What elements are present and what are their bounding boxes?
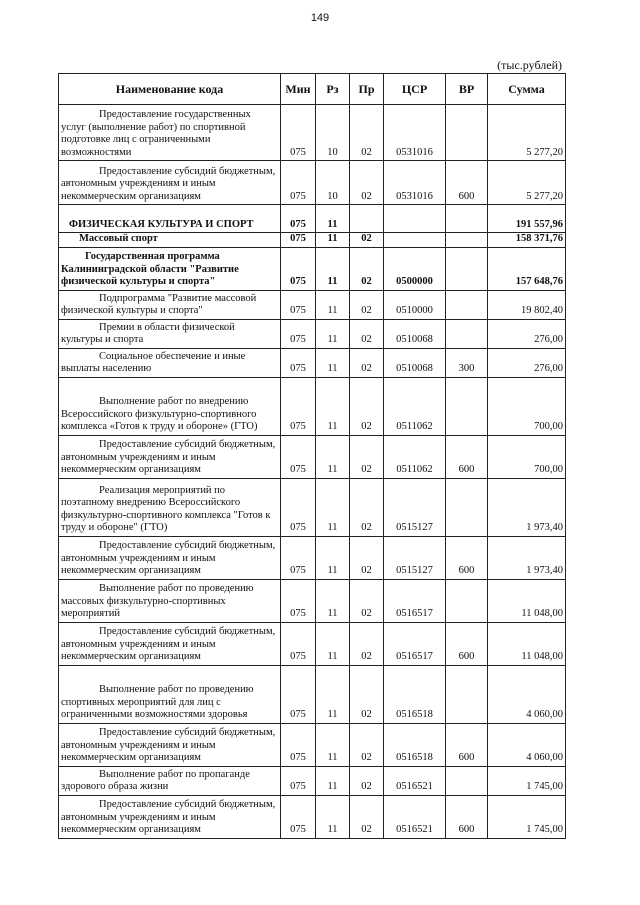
row-min: 075 [281,536,316,579]
row-rz: 11 [316,622,350,665]
row-csr: 0510000 [384,290,446,319]
row-sum: 1 745,00 [488,766,566,795]
row-name [59,348,281,377]
row-rz: 10 [316,161,350,205]
row-min: 075 [281,377,316,435]
row-min: 075 [281,622,316,665]
row-pr: 02 [350,536,384,579]
row-min: 075 [281,766,316,795]
table-header-row [59,74,566,105]
row-name [59,536,281,579]
row-min: 075 [281,290,316,319]
row-pr [350,205,384,233]
row-name-text: Премии в области физической культуры и спорта [61,321,235,345]
row-pr: 02 [350,247,384,290]
row-vr [446,247,488,290]
table-row [59,377,566,435]
row-name [59,622,281,665]
row-name [59,247,281,290]
row-pr: 02 [350,435,384,478]
row-name-text: Выполнение работ по проведению спортивных мероприятий для лиц с ограниченными возможностями здоровья [61,684,254,720]
row-csr: 0516521 [384,795,446,838]
table-row [59,105,566,161]
row-vr [446,579,488,622]
row-csr: 0516517 [384,622,446,665]
row-vr: 600 [446,622,488,665]
row-csr: 0531016 [384,161,446,205]
row-vr: 300 [446,348,488,377]
row-vr [446,377,488,435]
table-row [59,319,566,348]
row-name [59,233,281,248]
row-min: 075 [281,319,316,348]
row-min: 075 [281,723,316,766]
row-name [59,205,281,233]
row-name-text: Предоставление субсидий бюджетным, автономным учреждениям и иным некоммерческим организациям [61,727,276,763]
row-min: 075 [281,205,316,233]
row-rz: 11 [316,233,350,248]
row-sum: 4 060,00 [488,665,566,723]
table-row [59,435,566,478]
row-name [59,723,281,766]
row-name [59,795,281,838]
row-csr: 0531016 [384,105,446,161]
row-name [59,105,281,161]
row-pr: 02 [350,622,384,665]
row-pr: 02 [350,795,384,838]
row-name-text: Предоставление субсидий бюджетным, автономным учреждениям и иным некоммерческим организациям [61,165,276,202]
row-name-text: Выполнение работ по пропаганде здорового образа жизни [61,768,250,792]
table-row [59,247,566,290]
table-row [59,766,566,795]
row-sum: 19 802,40 [488,290,566,319]
row-name-text: Социальное обеспечение и иные выплаты населению [61,350,246,374]
row-name [59,319,281,348]
row-rz: 11 [316,348,350,377]
row-name [59,478,281,536]
row-name-text: Предоставление субсидий бюджетным, автономным учреждениям и иным некоммерческим организациям [61,799,276,835]
table-row [59,290,566,319]
row-csr: 0515127 [384,536,446,579]
row-name-text: Государственная программа Калининградской области "Развитие физической культуры и спорта" [61,251,239,287]
row-min: 075 [281,105,316,161]
header-pr: Пр [350,74,384,105]
row-sum: 1 745,00 [488,795,566,838]
row-min: 075 [281,435,316,478]
row-rz: 11 [316,766,350,795]
row-name-text: ФИЗИЧЕСКАЯ КУЛЬТУРА И СПОРТ [69,218,254,230]
row-name [59,290,281,319]
header-name: Наименование кода [59,74,281,105]
row-sum: 11 048,00 [488,622,566,665]
row-rz: 11 [316,795,350,838]
budget-table [58,73,566,839]
row-pr: 02 [350,105,384,161]
row-sum: 11 048,00 [488,579,566,622]
row-min: 075 [281,665,316,723]
row-vr: 600 [446,723,488,766]
row-pr: 02 [350,723,384,766]
row-name-text: Предоставление субсидий бюджетным, автономным учреждениям и иным некоммерческим организациям [61,626,276,662]
row-rz: 11 [316,536,350,579]
row-vr [446,478,488,536]
row-rz: 11 [316,665,350,723]
row-vr: 600 [446,435,488,478]
table-row [59,579,566,622]
row-min: 075 [281,478,316,536]
row-vr [446,233,488,248]
row-vr [446,290,488,319]
row-sum: 4 060,00 [488,723,566,766]
row-pr: 02 [350,319,384,348]
row-csr: 0515127 [384,478,446,536]
row-vr [446,105,488,161]
header-sum: Сумма [488,74,566,105]
row-csr: 0511062 [384,377,446,435]
row-sum: 5 277,20 [488,105,566,161]
row-pr: 02 [350,233,384,248]
table-row [59,795,566,838]
table-row [59,233,566,248]
row-name [59,665,281,723]
header-min: Мин [281,74,316,105]
table-row [59,665,566,723]
row-pr: 02 [350,579,384,622]
row-rz: 11 [316,319,350,348]
row-pr: 02 [350,161,384,205]
row-name-text: Подпрограмма "Развитие массовой физической культуры и спорта" [61,292,257,316]
row-rz: 11 [316,435,350,478]
row-pr: 02 [350,665,384,723]
row-sum: 1 973,40 [488,536,566,579]
row-sum: 158 371,76 [488,233,566,248]
page-number: 149 [310,12,330,24]
row-csr: 0510068 [384,319,446,348]
row-min: 075 [281,795,316,838]
row-sum: 276,00 [488,319,566,348]
row-csr [384,233,446,248]
table-row [59,161,566,205]
row-min: 075 [281,348,316,377]
row-vr [446,319,488,348]
row-csr: 0516521 [384,766,446,795]
row-sum: 700,00 [488,377,566,435]
table-body [59,105,566,839]
row-name-text: Предоставление субсидий бюджетным, автономным учреждениям и иным некоммерческим организациям [61,540,276,576]
table-row [59,723,566,766]
table-row [59,622,566,665]
row-name [59,435,281,478]
units-label: (тыс.рублей) [497,58,562,72]
row-pr: 02 [350,766,384,795]
row-name-text: Реализация мероприятий по поэтапному внедрению Всероссийского физкультурно-спортивного комплекса "Готов к труду и обороне" (ГТО) [61,484,271,533]
row-csr: 0516517 [384,579,446,622]
row-sum: 700,00 [488,435,566,478]
row-min: 075 [281,233,316,248]
row-csr: 0500000 [384,247,446,290]
row-name [59,766,281,795]
table-row [59,205,566,233]
row-name [59,579,281,622]
row-csr: 0511062 [384,435,446,478]
row-rz: 11 [316,579,350,622]
row-name-text: Массовый спорт [79,233,158,244]
row-vr [446,205,488,233]
row-name-text: Предоставление государственных услуг (выполнение работ) по спортивной подготовке лиц с ограниченными возможностями [61,109,251,158]
table-row [59,536,566,579]
row-csr: 0516518 [384,723,446,766]
row-pr: 02 [350,478,384,536]
row-csr: 0510068 [384,348,446,377]
row-pr: 02 [350,377,384,435]
row-sum: 1 973,40 [488,478,566,536]
row-rz: 11 [316,723,350,766]
row-sum: 191 557,96 [488,205,566,233]
row-vr [446,766,488,795]
row-rz: 11 [316,478,350,536]
row-name-text: Предоставление субсидий бюджетным, автономным учреждениям и иным некоммерческим организациям [61,439,276,475]
row-vr [446,665,488,723]
row-csr [384,205,446,233]
row-vr: 600 [446,161,488,205]
row-pr: 02 [350,348,384,377]
header-rz: Рз [316,74,350,105]
header-vr: ВР [446,74,488,105]
row-sum: 157 648,76 [488,247,566,290]
row-min: 075 [281,161,316,205]
row-pr: 02 [350,290,384,319]
row-min: 075 [281,247,316,290]
row-vr: 600 [446,536,488,579]
row-min: 075 [281,579,316,622]
row-rz: 11 [316,290,350,319]
row-rz: 10 [316,105,350,161]
row-rz: 11 [316,205,350,233]
row-name-text: Выполнение работ по внедрению Всероссийского физкультурно-спортивного комплекса «Готов к труду и обороне» (ГТО) [61,396,258,432]
row-name [59,161,281,205]
row-name [59,377,281,435]
header-csr: ЦСР [384,74,446,105]
row-vr: 600 [446,795,488,838]
row-rz: 11 [316,247,350,290]
row-rz: 11 [316,377,350,435]
row-csr: 0516518 [384,665,446,723]
table-row [59,348,566,377]
table-row [59,478,566,536]
row-sum: 5 277,20 [488,161,566,205]
row-name-text: Выполнение работ по проведению массовых физкультурно-спортивных мероприятий [61,583,254,619]
row-sum: 276,00 [488,348,566,377]
